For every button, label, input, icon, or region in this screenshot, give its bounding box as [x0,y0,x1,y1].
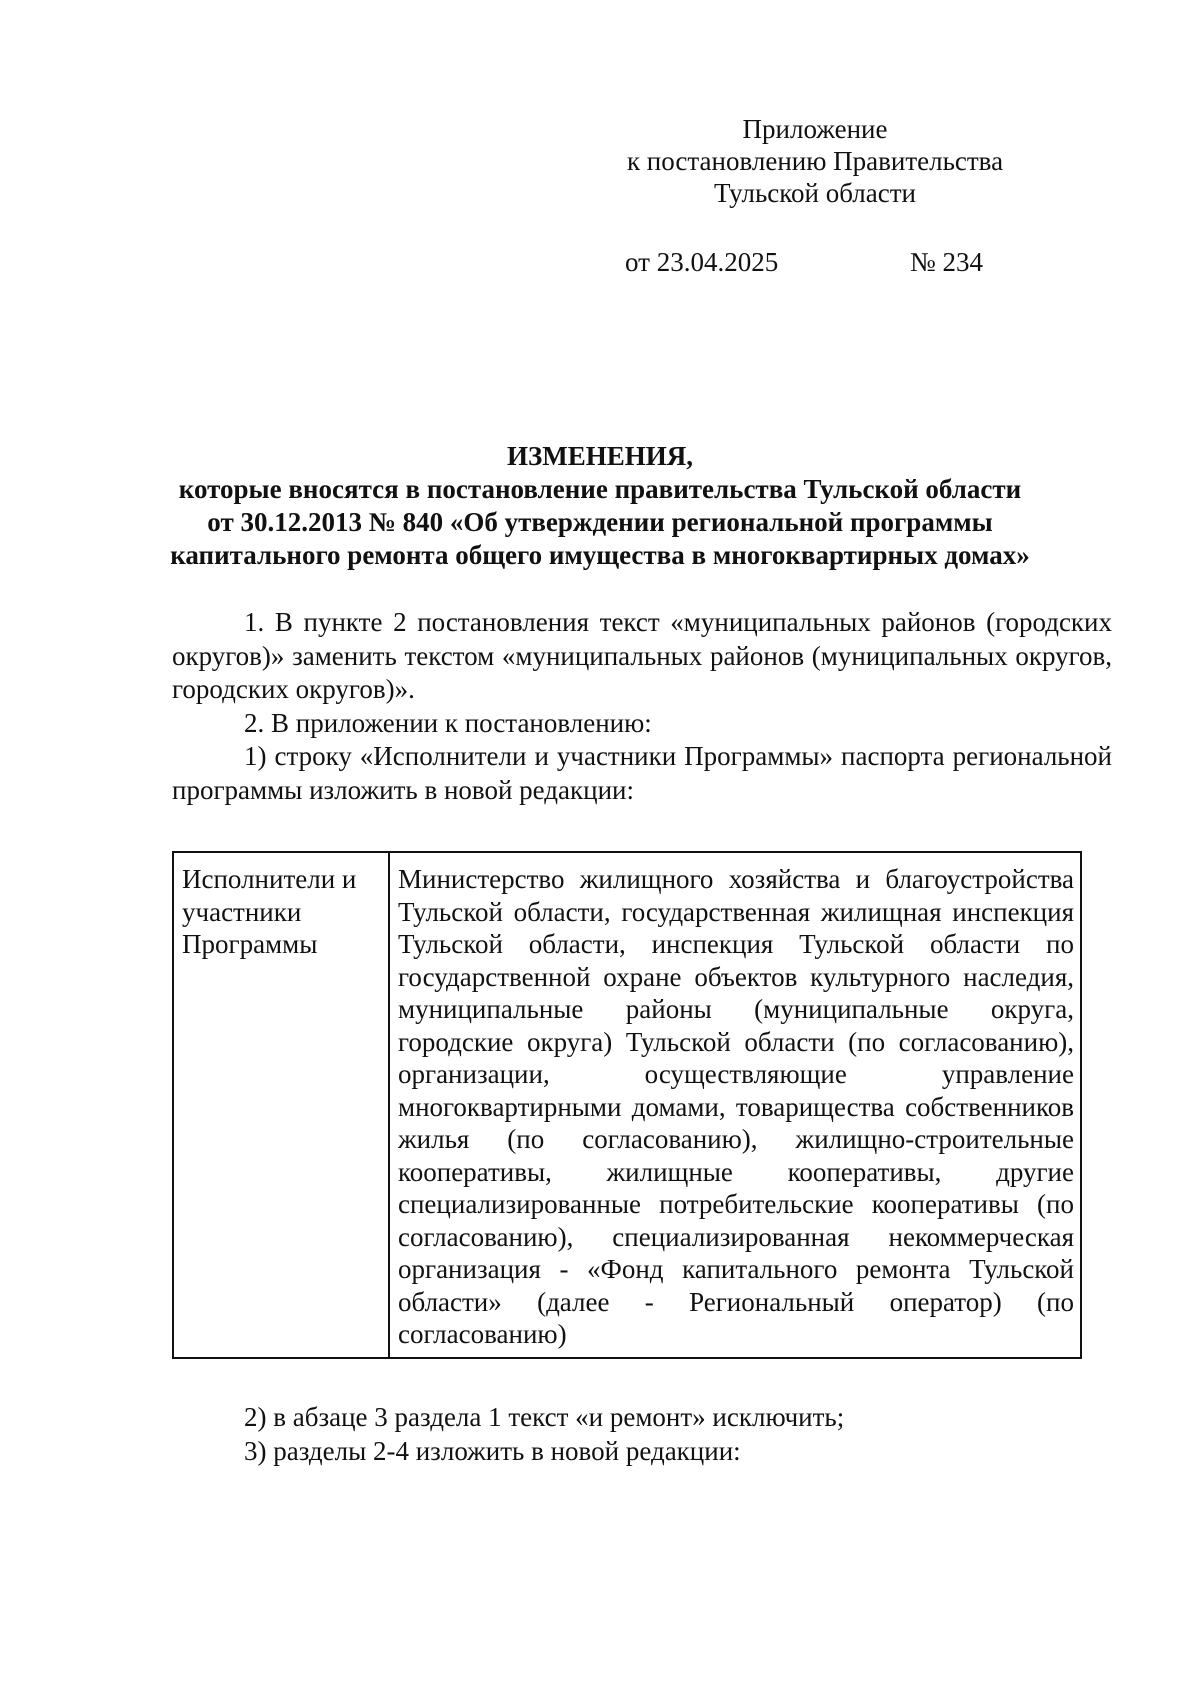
appendix-line-1: Приложение [742,114,888,144]
after-table-text [172,1400,1112,1468]
date-number-line [625,246,1045,278]
paragraph-4: 2) в абзаце 3 раздела 1 текст «и ремонт» исключить; [244,1402,845,1432]
table-cell-value: Министерство жилищного хозяйства и благоустройства Тульской области, государственная жилищная инспекция Тульской области, инспекция Тульской области по государственной охране объектов культурного наследия, муниципальные районы (муниципальные округа, городские округа) Тульской области (по согласованию), организации, осуществляющие управление многоквартирными домами, товарищества собственников жилья (по согласованию), жилищно-строительные кооперативы, жилищные кооперативы, другие специализированные потребительские кооперативы (по согласованию), специализированная некоммерческая организация - «Фонд капитального ремонта Тульской области» (далее - Региональный оператор) (по согласованию) [398,864,1074,1349]
title-line-1: ИЗМЕНЕНИЯ, [506,441,693,471]
paragraph-2: 2. В приложении к постановлению: [244,707,652,738]
paragraph-3: 1) строку «Исполнители и участники Программы» паспорта региональной программы изложить в новой редакции: [172,741,1112,805]
title-line-4: капитального ремонта общего имущества в многоквартирных домах» [170,540,1030,570]
document-title [160,440,1040,572]
paragraph-5: 3) разделы 2-4 изложить в новой редакции: [244,1436,741,1466]
document-number: № 234 [910,247,984,277]
executors-table [172,851,1082,1359]
title-line-3: от 30.12.2013 № 840 «Об утверждении региональной программы [207,507,993,537]
body-text [172,606,1112,807]
paragraph-1: 1. В пункте 2 постановления текст «муниципальных районов (городских округов)» заменить текстом «муниципальных районов (муниципальных округов, городских округов)». [172,607,1112,704]
title-line-2: которые вносятся в постановление правительства Тульской области [178,474,1022,504]
document-date: от 23.04.2025 [625,247,779,277]
appendix-line-3: Тульской области [714,178,916,208]
table-cell-label: Исполнители и участники Программы [174,853,390,1357]
appendix-header [600,113,1030,209]
appendix-line-2: к постановлению Правительства [626,146,1004,176]
